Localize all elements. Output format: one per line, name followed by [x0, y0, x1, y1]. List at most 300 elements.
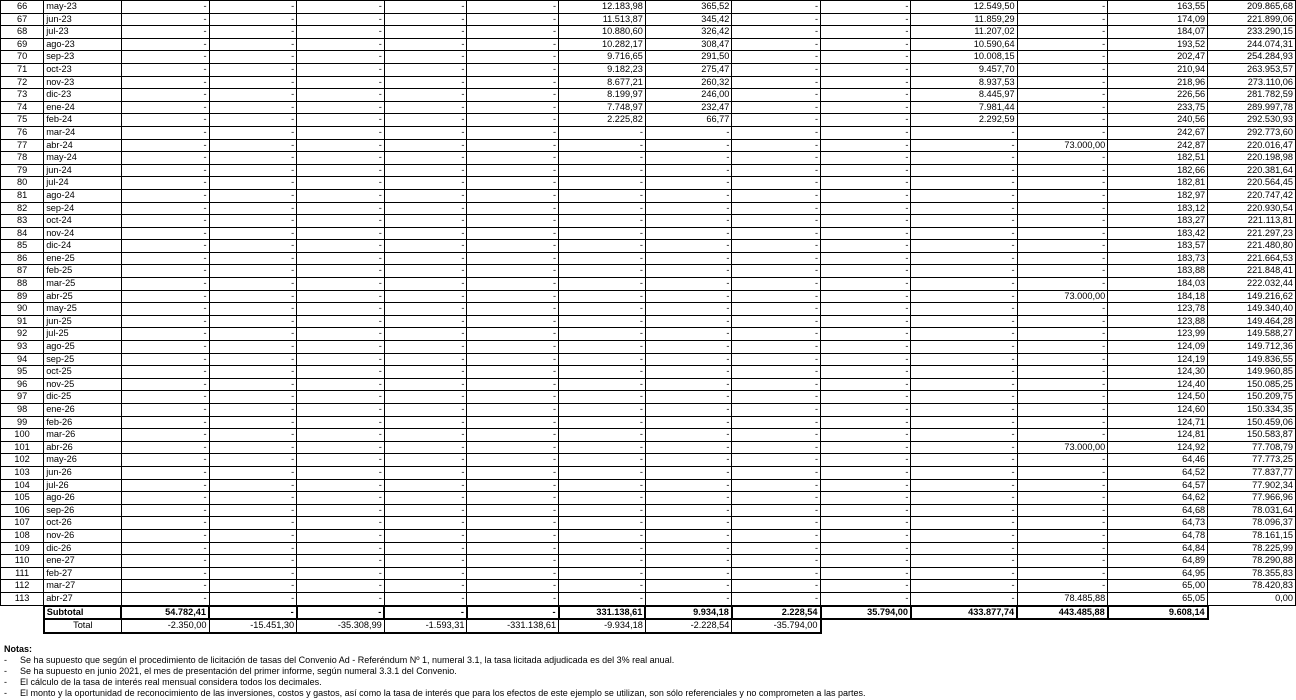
- value-cell: -: [297, 278, 385, 291]
- value-cell: -: [559, 517, 646, 530]
- value-cell: 124,71: [1108, 416, 1208, 429]
- value-cell: -: [732, 89, 821, 102]
- value-cell: -: [467, 63, 559, 76]
- value-cell: -: [121, 391, 209, 404]
- value-cell: -: [467, 391, 559, 404]
- subtotal-value: -: [209, 606, 297, 620]
- value-cell: 240,56: [1108, 114, 1208, 127]
- value-cell: -: [467, 328, 559, 341]
- value-cell: -: [297, 227, 385, 240]
- value-cell: -: [467, 580, 559, 593]
- value-cell: -: [559, 366, 646, 379]
- value-cell: -: [297, 517, 385, 530]
- table-row: [1, 227, 1296, 240]
- value-cell: -: [559, 202, 646, 215]
- value-cell: -: [209, 592, 297, 605]
- value-cell: -: [1017, 517, 1108, 530]
- value-cell: -: [467, 441, 559, 454]
- value-cell: 149.960,85: [1208, 366, 1296, 379]
- row-number-cell: 80: [1, 177, 44, 190]
- value-cell: -: [121, 429, 209, 442]
- value-cell: 149.464,28: [1208, 315, 1296, 328]
- value-cell: -: [1017, 51, 1108, 64]
- value-cell: 193,52: [1108, 38, 1208, 51]
- value-cell: -: [121, 189, 209, 202]
- value-cell: -: [467, 504, 559, 517]
- value-cell: -: [559, 139, 646, 152]
- table-row: [1, 341, 1296, 354]
- value-cell: -: [384, 1, 467, 14]
- value-cell: 123,78: [1108, 303, 1208, 316]
- value-cell: -: [384, 328, 467, 341]
- value-cell: -: [559, 529, 646, 542]
- period-cell: jun-24: [44, 164, 122, 177]
- value-cell: -: [1017, 328, 1108, 341]
- value-cell: -: [297, 504, 385, 517]
- value-cell: 10.590,64: [911, 38, 1017, 51]
- note-item: - Se ha supuesto que según el procedimiento de licitación de tasas del Convenio Ad - Referéndum Nº 1, numeral 3.1, la tasa licitada adjudicada es del 3% real anual.: [4, 655, 675, 665]
- value-cell: -: [121, 13, 209, 26]
- value-cell: -: [821, 101, 911, 114]
- value-cell: -: [645, 139, 732, 152]
- value-cell: 209.865,68: [1208, 1, 1296, 14]
- value-cell: 221.899,06: [1208, 13, 1296, 26]
- value-cell: -: [821, 290, 911, 303]
- value-cell: -: [911, 303, 1017, 316]
- value-cell: -: [467, 555, 559, 568]
- value-cell: 64,73: [1108, 517, 1208, 530]
- row-number-cell: 73: [1, 89, 44, 102]
- table-row: [1, 328, 1296, 341]
- value-cell: -: [297, 51, 385, 64]
- value-cell: 78.031,64: [1208, 504, 1296, 517]
- value-cell: -: [1017, 466, 1108, 479]
- blank-cell: [1, 619, 44, 633]
- value-cell: -: [467, 567, 559, 580]
- value-cell: -: [209, 454, 297, 467]
- value-cell: -: [384, 454, 467, 467]
- value-cell: -: [1017, 13, 1108, 26]
- value-cell: -: [297, 454, 385, 467]
- value-cell: 273.110,06: [1208, 76, 1296, 89]
- value-cell: -: [209, 177, 297, 190]
- value-cell: -: [209, 466, 297, 479]
- table-row: [1, 555, 1296, 568]
- row-number-cell: 98: [1, 404, 44, 417]
- value-cell: -: [384, 252, 467, 265]
- value-cell: -: [645, 366, 732, 379]
- period-cell: feb-24: [44, 114, 122, 127]
- value-cell: -: [209, 504, 297, 517]
- value-cell: 183,88: [1108, 265, 1208, 278]
- period-cell: jun-26: [44, 466, 122, 479]
- value-cell: 78.096,37: [1208, 517, 1296, 530]
- row-number-cell: 96: [1, 378, 44, 391]
- value-cell: 10.880,60: [559, 26, 646, 39]
- value-cell: 78.485,88: [1017, 592, 1108, 605]
- value-cell: 12.549,50: [911, 1, 1017, 14]
- value-cell: -: [297, 542, 385, 555]
- value-cell: -: [384, 529, 467, 542]
- period-cell: oct-26: [44, 517, 122, 530]
- value-cell: -: [821, 51, 911, 64]
- value-cell: -: [821, 1, 911, 14]
- value-cell: -: [1017, 278, 1108, 291]
- value-cell: -: [297, 152, 385, 165]
- value-cell: -: [911, 126, 1017, 139]
- value-cell: -: [821, 215, 911, 228]
- value-cell: -: [732, 592, 821, 605]
- row-number-cell: 103: [1, 466, 44, 479]
- value-cell: 78.420,83: [1208, 580, 1296, 593]
- value-cell: 221.848,41: [1208, 265, 1296, 278]
- table-row: [1, 404, 1296, 417]
- value-cell: -: [121, 76, 209, 89]
- period-cell: jun-23: [44, 13, 122, 26]
- value-cell: -: [384, 189, 467, 202]
- value-cell: -: [1017, 404, 1108, 417]
- row-number-cell: 110: [1, 555, 44, 568]
- value-cell: -: [384, 416, 467, 429]
- value-cell: -: [384, 51, 467, 64]
- value-cell: -: [1017, 215, 1108, 228]
- value-cell: -: [121, 202, 209, 215]
- value-cell: -: [1017, 26, 1108, 39]
- value-cell: -: [645, 517, 732, 530]
- value-cell: 163,55: [1108, 1, 1208, 14]
- subtotal-value: 433.877,74: [911, 606, 1017, 620]
- value-cell: -: [467, 303, 559, 316]
- value-cell: -: [297, 114, 385, 127]
- value-cell: -: [1017, 152, 1108, 165]
- period-cell: feb-27: [44, 567, 122, 580]
- value-cell: -: [732, 101, 821, 114]
- value-cell: -: [559, 441, 646, 454]
- value-cell: -: [1017, 555, 1108, 568]
- subtotal-value: -: [467, 606, 559, 620]
- value-cell: 275,47: [645, 63, 732, 76]
- value-cell: 183,57: [1108, 240, 1208, 253]
- value-cell: -: [911, 517, 1017, 530]
- value-cell: -: [209, 353, 297, 366]
- period-cell: oct-25: [44, 366, 122, 379]
- value-cell: -: [1017, 1, 1108, 14]
- value-cell: -: [121, 63, 209, 76]
- value-cell: -: [559, 542, 646, 555]
- table-row: [1, 265, 1296, 278]
- value-cell: -: [732, 51, 821, 64]
- value-cell: -: [467, 152, 559, 165]
- value-cell: -: [209, 378, 297, 391]
- value-cell: -: [121, 265, 209, 278]
- value-cell: 150.085,25: [1208, 378, 1296, 391]
- value-cell: -: [297, 13, 385, 26]
- value-cell: -: [559, 492, 646, 505]
- value-cell: -: [209, 215, 297, 228]
- value-cell: -: [121, 479, 209, 492]
- table-row: [1, 567, 1296, 580]
- table-row: [1, 504, 1296, 517]
- value-cell: -: [559, 391, 646, 404]
- value-cell: -: [559, 555, 646, 568]
- value-cell: -: [732, 202, 821, 215]
- value-cell: 233,75: [1108, 101, 1208, 114]
- value-cell: -: [911, 529, 1017, 542]
- table-row: [1, 51, 1296, 64]
- period-cell: mar-26: [44, 429, 122, 442]
- value-cell: -: [384, 391, 467, 404]
- table-row: [1, 1, 1296, 14]
- value-cell: -: [1017, 202, 1108, 215]
- value-cell: -: [297, 580, 385, 593]
- total-value: -331.138,61: [467, 619, 559, 633]
- value-cell: -: [559, 592, 646, 605]
- period-cell: abr-25: [44, 290, 122, 303]
- value-cell: -: [559, 290, 646, 303]
- row-number-cell: 111: [1, 567, 44, 580]
- value-cell: 10.282,17: [559, 38, 646, 51]
- value-cell: -: [911, 353, 1017, 366]
- value-cell: 64,68: [1108, 504, 1208, 517]
- value-cell: -: [209, 517, 297, 530]
- value-cell: -: [645, 391, 732, 404]
- value-cell: -: [384, 341, 467, 354]
- row-number-cell: 91: [1, 315, 44, 328]
- table-row: [1, 126, 1296, 139]
- period-cell: ene-25: [44, 252, 122, 265]
- row-number-cell: 113: [1, 592, 44, 605]
- value-cell: 365,52: [645, 1, 732, 14]
- value-cell: 64,62: [1108, 492, 1208, 505]
- value-cell: -: [209, 391, 297, 404]
- value-cell: -: [209, 315, 297, 328]
- value-cell: -: [467, 101, 559, 114]
- value-cell: -: [297, 567, 385, 580]
- row-number-cell: 97: [1, 391, 44, 404]
- value-cell: -: [732, 416, 821, 429]
- value-cell: -: [297, 391, 385, 404]
- value-cell: 11.859,29: [911, 13, 1017, 26]
- value-cell: -: [559, 504, 646, 517]
- value-cell: -: [911, 555, 1017, 568]
- period-cell: jul-23: [44, 26, 122, 39]
- value-cell: 220.564,45: [1208, 177, 1296, 190]
- value-cell: -: [645, 567, 732, 580]
- value-cell: -: [297, 265, 385, 278]
- period-cell: feb-25: [44, 265, 122, 278]
- value-cell: -: [209, 189, 297, 202]
- value-cell: -: [1017, 378, 1108, 391]
- period-cell: ene-27: [44, 555, 122, 568]
- period-cell: sep-24: [44, 202, 122, 215]
- value-cell: -: [1017, 353, 1108, 366]
- period-cell: sep-26: [44, 504, 122, 517]
- value-cell: -: [911, 202, 1017, 215]
- table-row: [1, 353, 1296, 366]
- value-cell: -: [209, 580, 297, 593]
- value-cell: -: [209, 101, 297, 114]
- row-number-cell: 83: [1, 215, 44, 228]
- value-cell: 150.583,87: [1208, 429, 1296, 442]
- value-cell: 123,99: [1108, 328, 1208, 341]
- value-cell: -: [1017, 227, 1108, 240]
- value-cell: -: [911, 404, 1017, 417]
- value-cell: 124,40: [1108, 378, 1208, 391]
- value-cell: -: [297, 189, 385, 202]
- value-cell: -: [732, 63, 821, 76]
- value-cell: -: [645, 466, 732, 479]
- value-cell: -: [209, 341, 297, 354]
- value-cell: -: [384, 555, 467, 568]
- value-cell: 221.297,23: [1208, 227, 1296, 240]
- table-row: [1, 416, 1296, 429]
- value-cell: -: [911, 278, 1017, 291]
- row-number-cell: 105: [1, 492, 44, 505]
- value-cell: -: [1017, 164, 1108, 177]
- value-cell: -: [467, 315, 559, 328]
- value-cell: 242,67: [1108, 126, 1208, 139]
- period-cell: mar-25: [44, 278, 122, 291]
- value-cell: -: [821, 114, 911, 127]
- value-cell: -: [911, 315, 1017, 328]
- row-number-cell: 85: [1, 240, 44, 253]
- value-cell: -: [209, 492, 297, 505]
- note-item: - El monto y la oportunidad de reconocimiento de las inversiones, costos y gastos, así como la tasa de interés que para los efectos de este ejemplo se utilizan, son sólo referenciales y no comprometen a las partes.: [4, 688, 866, 698]
- value-cell: -: [209, 429, 297, 442]
- notes-section: [4, 644, 1294, 699]
- value-cell: -: [821, 479, 911, 492]
- value-cell: 289.997,78: [1208, 101, 1296, 114]
- value-cell: 149.836,55: [1208, 353, 1296, 366]
- value-cell: -: [467, 227, 559, 240]
- value-cell: -: [384, 315, 467, 328]
- value-cell: -: [467, 341, 559, 354]
- value-cell: 292.773,60: [1208, 126, 1296, 139]
- value-cell: 124,50: [1108, 391, 1208, 404]
- value-cell: -: [121, 101, 209, 114]
- value-cell: -: [121, 378, 209, 391]
- value-cell: -: [384, 202, 467, 215]
- value-cell: 221.664,53: [1208, 252, 1296, 265]
- value-cell: -: [1017, 315, 1108, 328]
- value-cell: -: [645, 404, 732, 417]
- value-cell: 11.207,02: [911, 26, 1017, 39]
- value-cell: 8.677,21: [559, 76, 646, 89]
- value-cell: -: [559, 466, 646, 479]
- value-cell: -: [121, 177, 209, 190]
- value-cell: -: [209, 479, 297, 492]
- period-cell: sep-23: [44, 51, 122, 64]
- value-cell: 7.748,97: [559, 101, 646, 114]
- value-cell: -: [821, 341, 911, 354]
- value-cell: -: [911, 416, 1017, 429]
- value-cell: -: [821, 429, 911, 442]
- row-number-cell: 88: [1, 278, 44, 291]
- value-cell: -: [559, 278, 646, 291]
- value-cell: 8.199,97: [559, 89, 646, 102]
- table-row: [1, 592, 1296, 605]
- value-cell: -: [209, 567, 297, 580]
- value-cell: -: [384, 240, 467, 253]
- value-cell: 150.459,06: [1208, 416, 1296, 429]
- value-cell: -: [467, 290, 559, 303]
- value-cell: 182,97: [1108, 189, 1208, 202]
- value-cell: -: [1017, 366, 1108, 379]
- value-cell: 64,57: [1108, 479, 1208, 492]
- table-row: [1, 391, 1296, 404]
- value-cell: -: [297, 164, 385, 177]
- row-number-cell: 95: [1, 366, 44, 379]
- value-cell: -: [732, 152, 821, 165]
- value-cell: -: [384, 278, 467, 291]
- value-cell: 77.902,34: [1208, 479, 1296, 492]
- table-row: [1, 139, 1296, 152]
- value-cell: -: [645, 592, 732, 605]
- table-row: [1, 492, 1296, 505]
- value-cell: -: [209, 114, 297, 127]
- value-cell: -: [467, 215, 559, 228]
- value-cell: -: [911, 441, 1017, 454]
- value-cell: -: [911, 479, 1017, 492]
- value-cell: -: [732, 13, 821, 26]
- value-cell: 8.445,97: [911, 89, 1017, 102]
- table-row: [1, 76, 1296, 89]
- row-number-cell: 76: [1, 126, 44, 139]
- value-cell: -: [821, 38, 911, 51]
- value-cell: -: [911, 429, 1017, 442]
- period-cell: dic-26: [44, 542, 122, 555]
- value-cell: -: [297, 101, 385, 114]
- value-cell: -: [559, 341, 646, 354]
- value-cell: -: [732, 492, 821, 505]
- value-cell: 281.782,59: [1208, 89, 1296, 102]
- row-number-cell: 92: [1, 328, 44, 341]
- value-cell: -: [297, 555, 385, 568]
- value-cell: -: [1017, 492, 1108, 505]
- total-value: -35.308,99: [297, 619, 385, 633]
- subtotal-label: Subtotal: [44, 606, 122, 620]
- value-cell: -: [121, 1, 209, 14]
- value-cell: -: [121, 404, 209, 417]
- value-cell: -: [821, 164, 911, 177]
- value-cell: -: [297, 479, 385, 492]
- value-cell: -: [732, 504, 821, 517]
- table-row: [1, 315, 1296, 328]
- value-cell: -: [645, 529, 732, 542]
- value-cell: -: [821, 13, 911, 26]
- value-cell: -: [209, 303, 297, 316]
- value-cell: 9.716,65: [559, 51, 646, 64]
- value-cell: -: [911, 152, 1017, 165]
- value-cell: -: [911, 227, 1017, 240]
- value-cell: -: [821, 315, 911, 328]
- value-cell: 64,95: [1108, 567, 1208, 580]
- value-cell: -: [732, 290, 821, 303]
- period-cell: may-26: [44, 454, 122, 467]
- value-cell: -: [467, 278, 559, 291]
- value-cell: -: [1017, 580, 1108, 593]
- period-cell: ago-25: [44, 341, 122, 354]
- value-cell: 221.113,81: [1208, 215, 1296, 228]
- subtotal-value: 9.608,14: [1108, 606, 1208, 620]
- period-cell: mar-24: [44, 126, 122, 139]
- value-cell: -: [121, 315, 209, 328]
- total-value: -9.934,18: [559, 619, 646, 633]
- value-cell: -: [821, 328, 911, 341]
- value-cell: 149.216,62: [1208, 290, 1296, 303]
- value-cell: -: [732, 315, 821, 328]
- value-cell: -: [297, 341, 385, 354]
